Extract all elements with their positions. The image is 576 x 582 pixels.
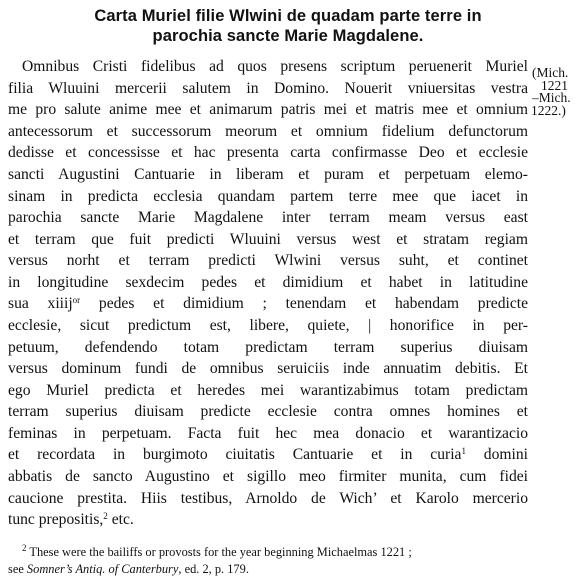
body-line: parochia sancte Marie Magdalene inter terram meam versus east	[8, 209, 528, 226]
body-line: in longitudine sexdecim pedes et dimidium et habet in latitudine	[8, 274, 528, 291]
body-line: abbatis de sancto Augustino et sigillo meo firmiter munita, cum fidei	[8, 468, 528, 485]
body-text: sua xiiij	[8, 295, 73, 312]
ordinal-superscript: or	[72, 295, 81, 305]
body-line: petuum, defendendo totam predictam terram superius diuisam	[8, 339, 528, 356]
body-line: filia Wluuini mercerii salutem in Domino. Nouerit vniuersitas vestra	[8, 80, 528, 97]
body-line: sinam in predicta ecclesia quandam partem terre mee que iacet in	[8, 188, 528, 205]
footnote-ref-2: 2	[103, 511, 108, 521]
margin-date-note-4: 1222.)	[531, 103, 566, 118]
footnote-line	[22, 544, 564, 560]
body-text: domini	[465, 446, 528, 463]
body-line: antecessorum et successorum meorum et omnium fidelium defunctorum	[8, 123, 528, 140]
margin-date-note-3: –Mich.	[532, 90, 571, 105]
body-line: ego Muriel predicta et heredes mei warantizabimus totam predictam	[8, 382, 528, 399]
citation-title: Somner’s Antiq. of Canterbury	[26, 562, 179, 576]
footnote-text: see	[8, 562, 27, 576]
body-line: me pro salute anime mee et animarum patris mei et matris mee et omnium	[8, 101, 528, 118]
footnote-marker: 2	[22, 543, 27, 553]
footnote-text: , ed. 2, p. 179.	[178, 562, 249, 576]
footnote-text: These were the bailiffs or provosts for the year beginning Michaelmas 1221 ;	[26, 545, 412, 559]
body-line	[8, 445, 528, 464]
body-line: terram superius diuisam predicte ecclesie contra omnes homines et	[8, 403, 528, 420]
body-text: et recordata in burgimoto ciuitatis Cantuarie et in curia	[8, 446, 462, 463]
body-line: versus dominum fundi de omnibus seruiciis inde annuatim debitis. Et	[8, 360, 528, 377]
body-text: etc.	[107, 511, 134, 528]
margin-date-note-1: (Mich.	[532, 65, 569, 80]
body-line	[8, 510, 528, 529]
body-line: sancti Augustini Cantuarie in liberam et puram et perpetuam elemo-	[8, 166, 528, 183]
body-line: dedisse et concessisse et hac presenta carta confirmasse Deo et ecclesie	[8, 144, 528, 161]
footnote-line	[8, 561, 564, 577]
body-line: Omnibus Cristi fidelibus ad quos presens scriptum peruenerit Muriel	[22, 58, 528, 75]
footnote-ref-1: 1	[461, 446, 466, 456]
body-line: caucione prestita. Hiis testibus, Arnoldo de Wich’ et Karolo mercerio	[8, 490, 528, 507]
body-text: pedes et dimidium ; tenendam et habendam predicte	[80, 295, 528, 312]
body-line: feminas in perpetuam. Facta fuit hec mea donacio et warantizacio	[8, 425, 528, 442]
margin-date-note-2: 1221	[541, 78, 568, 93]
body-text: tunc prepositis,	[8, 511, 104, 528]
document-title-line-2: parochia sancte Marie Magdalene.	[152, 27, 424, 45]
body-line: versus norht et terram predicti Wlwini versus suht, et continet	[8, 252, 528, 269]
body-line: et terram que fuit predicti Wluuini versus west et stratam regiam	[8, 231, 528, 248]
document-title-line-1: Carta Muriel filie Wlwini de quadam parte terre in	[94, 7, 482, 25]
body-line: ecclesie, sicut predictum est, libere, quiete, | honorifice in per-	[8, 317, 528, 334]
body-line	[8, 294, 528, 313]
